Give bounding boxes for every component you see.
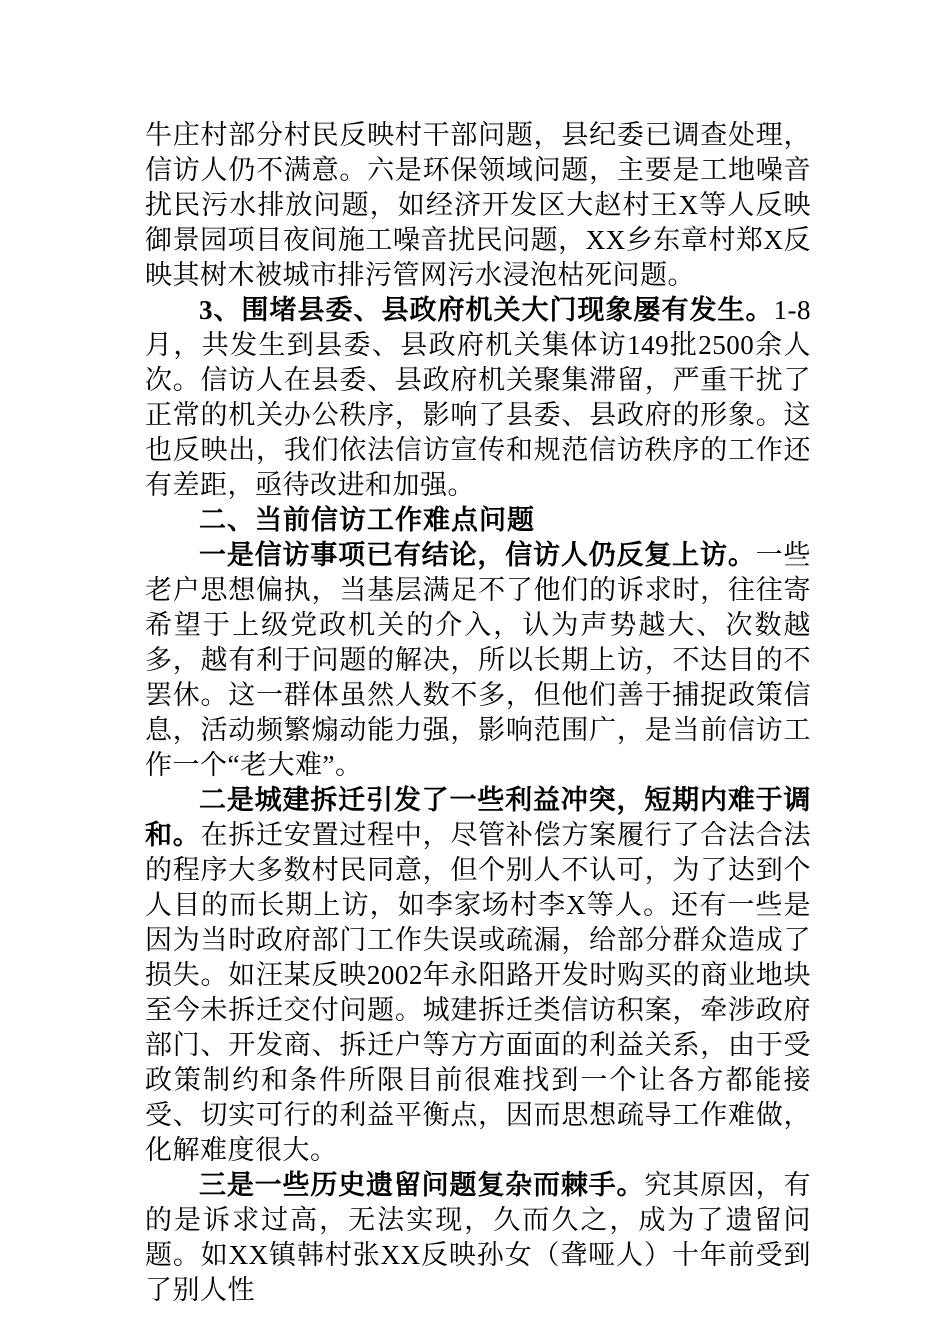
document-body: [145, 118, 811, 1308]
section-heading: [145, 503, 811, 538]
emphasis-lead-text: 二、当前信访工作难点问题: [199, 505, 535, 535]
body-text: 在拆迁安置过程中，尽管补偿方案履行了合法合法的程序大多数村民同意，但个别人不认可，为了达到个人目的而长期上访，如李家场村李X等人。还有一些是因为当时政府部门工作失误或疏漏，给部分群众造成了损失。如汪某反映2002年永阳路开发时购买的商业地块至今未拆迁交付问题。城建拆迁类信访积案，牵涉政府部门、开发商、拆迁户等方方面面的利益关系，由于受政策制约和条件所限目前很难找到一个让各方都能接受、切实可行的利益平衡点，因而思想疏导工作难做，化解难度很大。: [145, 820, 812, 1165]
body-text: 牛庄村部分村民反映村干部问题，县纪委已调查处理，信访人仍不满意。六是环保领域问题，主要是工地噪音扰民污水排放问题，如经济开发区大赵村王X等人反映御景园项目夜间施工噪音扰民问题，XX乡东章村郑X反映其树木被城市排污管网污水浸泡枯死问题。: [145, 120, 811, 290]
body-text: 1-8月，共发生到县委、县政府机关集体访149批2500余人次。信访人在县委、县政府机关聚集滞留，严重干扰了正常的机关办公秩序，影响了县委、县政府的形象。这也反映出，我们依法信访宣传和规范信访秩序的工作还有差距，亟待改进和加强。: [145, 295, 811, 500]
body-text: 究其原因，有的是诉求过高，无法实现，久而久之，成为了遗留问题。如XX镇韩村张XX反映孙女（聋哑人）十年前受到了别人性: [145, 1170, 812, 1305]
paragraph: [145, 293, 811, 503]
emphasis-lead-text: 二是城建拆迁引发了一些利益冲突，短期内难于调和。: [145, 785, 811, 850]
paragraph: [145, 783, 811, 1168]
emphasis-lead-text: 一是信访事项已有结论，信访人仍反复上访。: [199, 540, 756, 570]
body-text: 一些老户思想偏执，当基层满足不了他们的诉求时，往往寄希望于上级党政机关的介入，认为声势越大、次数越多，越有利于问题的解决，所以长期上访，不达目的不罢休。这一群体虽然人数不多，但他们善于捕捉政策信息，活动频繁煽动能力强，影响范围广，是当前信访工作一个“老大难”。: [145, 540, 812, 780]
emphasis-lead-text: 三是一些历史遗留问题复杂而棘手。: [199, 1170, 645, 1200]
paragraph: [145, 1168, 811, 1308]
paragraph: [145, 538, 811, 783]
paragraph: [145, 118, 811, 293]
emphasis-lead-text: 3、围堵县委、县政府机关大门现象屡有发生。: [199, 295, 774, 325]
